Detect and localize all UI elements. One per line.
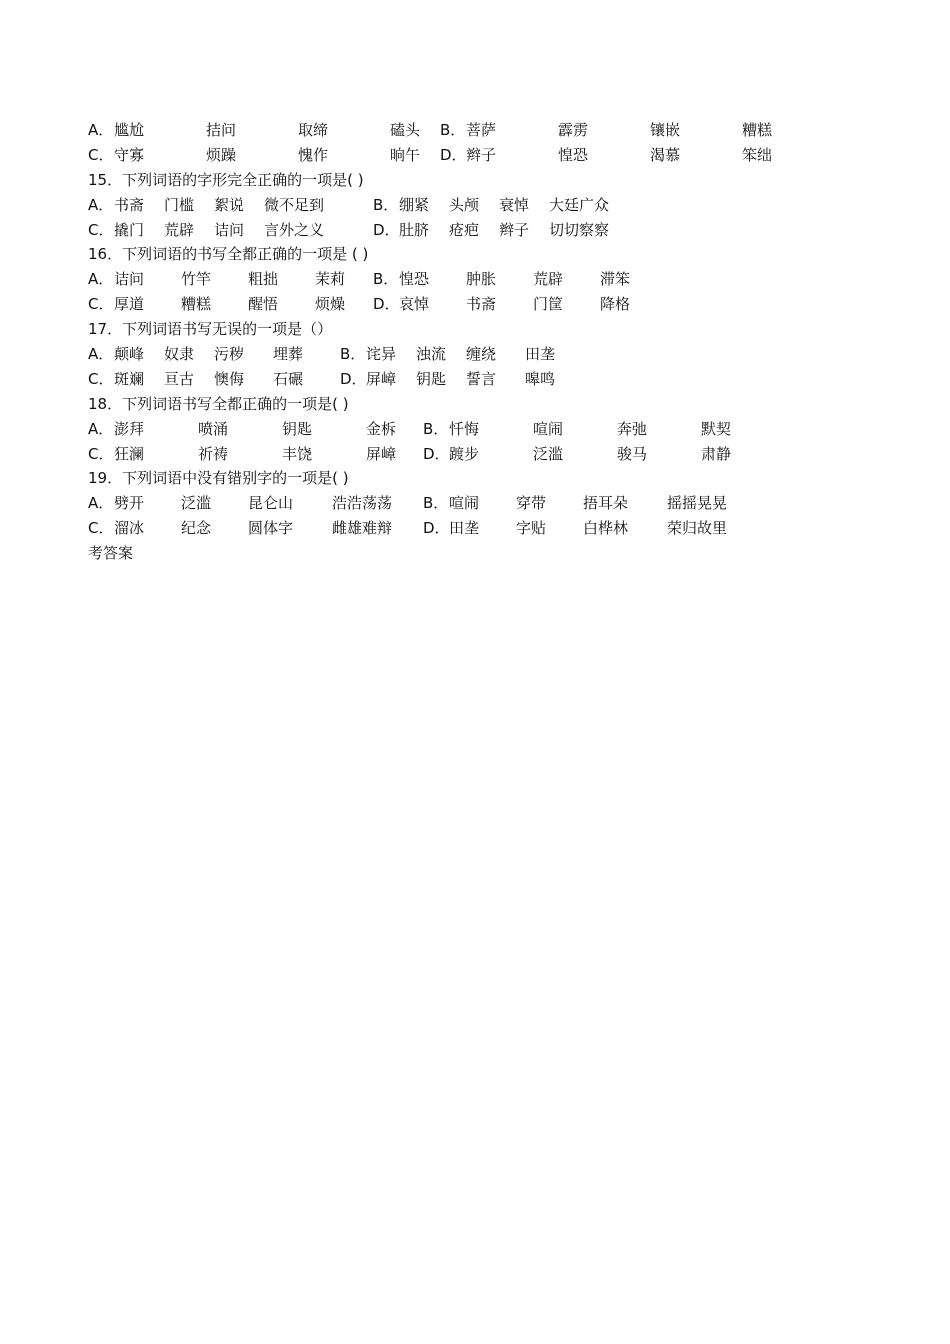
- option-row: [88, 193, 888, 218]
- option-row: [88, 143, 888, 168]
- option-word: 衰悼: [499, 195, 530, 214]
- option-label: A．: [88, 270, 114, 289]
- option-word: 纪念: [181, 519, 212, 538]
- option-word: 荒辟: [164, 220, 195, 239]
- option-label: C．: [88, 220, 114, 239]
- option-word: 荒辟: [533, 270, 564, 289]
- option-word: 厚道: [114, 295, 145, 314]
- option-word: 辫子: [499, 220, 530, 239]
- option-row: [88, 267, 888, 292]
- option-word: 镶嵌: [650, 121, 681, 139]
- option-row: [88, 491, 888, 516]
- option-word: 斑斓: [114, 369, 145, 388]
- option-word: 竹竿: [181, 270, 212, 289]
- option-row: [88, 118, 888, 143]
- question-stem: [88, 168, 888, 193]
- option-label: A．: [88, 419, 114, 438]
- option-word: 降格: [600, 295, 631, 314]
- option-row: [88, 218, 888, 243]
- option-label: C．: [88, 295, 114, 314]
- question-stem: [88, 392, 888, 417]
- option-word: 诘问: [114, 270, 145, 289]
- option-word: 惶恐: [399, 270, 430, 289]
- option-word: 摇摇晃晃: [667, 494, 728, 513]
- option-label: C．: [88, 444, 114, 463]
- option-row: [88, 342, 888, 367]
- option-word: 肚脐: [399, 220, 430, 239]
- footer-line: [88, 541, 888, 566]
- option-word: 糟糕: [181, 295, 212, 314]
- option-word: 渴慕: [650, 145, 681, 164]
- option-word: 字贴: [516, 519, 547, 538]
- option-word: 尴尬: [114, 121, 145, 139]
- option-word: 嗥鸣: [525, 369, 556, 388]
- option-row: [88, 442, 888, 467]
- option-label: B．: [340, 345, 366, 364]
- option-word: 屏嶂: [366, 444, 397, 463]
- option-word: 言外之义: [264, 220, 325, 239]
- question-text: 18．下列词语书写全都正确的一项是( ): [88, 394, 349, 413]
- option-word: 絮说: [214, 195, 245, 214]
- option-word: 泛滥: [181, 494, 212, 513]
- option-word: 绷紧: [399, 195, 430, 214]
- option-word: 菩萨: [466, 121, 497, 139]
- option-word: 污秽: [214, 345, 245, 364]
- option-word: 门槛: [164, 195, 195, 214]
- option-word: 亘古: [164, 369, 195, 388]
- option-word: 喧闹: [449, 494, 480, 513]
- option-label: A．: [88, 195, 114, 214]
- question-stem: [88, 466, 888, 491]
- question-text: 17．下列词语书写无误的一项是（）: [88, 320, 333, 339]
- option-word: 取缔: [298, 121, 329, 139]
- option-word: 穿带: [516, 494, 547, 513]
- option-word: 金柝: [366, 419, 397, 438]
- option-word: 钥匙: [416, 369, 447, 388]
- option-word: 石碾: [273, 369, 304, 388]
- option-row: [88, 367, 888, 392]
- worksheet: [88, 118, 888, 566]
- option-word: 切切察察: [549, 220, 610, 239]
- option-label: A．: [88, 121, 114, 139]
- option-word: 默契: [701, 419, 732, 438]
- option-word: 祈祷: [198, 444, 229, 463]
- option-word: 醒悟: [248, 295, 279, 314]
- option-row: [88, 417, 888, 442]
- option-label: D．: [423, 444, 450, 463]
- option-word: 骏马: [617, 444, 648, 463]
- option-word: 书斋: [114, 195, 145, 214]
- option-label: B．: [440, 121, 466, 139]
- option-word: 雌雄难辩: [332, 519, 393, 538]
- option-word: 泛滥: [533, 444, 564, 463]
- answer-key-heading: 考答案: [88, 544, 134, 563]
- option-word: 愧作: [298, 145, 329, 164]
- option-word: 喧闹: [533, 419, 564, 438]
- option-label: D．: [373, 220, 400, 239]
- option-label: D．: [340, 369, 367, 388]
- option-word: 白桦林: [583, 519, 629, 538]
- option-word: 糟糕: [742, 121, 773, 139]
- option-row: [88, 516, 888, 541]
- option-word: 捂耳朵: [583, 494, 629, 513]
- option-word: 屏嶂: [366, 369, 397, 388]
- option-word: 田垄: [525, 345, 556, 364]
- option-word: 喷涌: [198, 419, 229, 438]
- option-word: 笨绌: [742, 145, 773, 164]
- option-label: B．: [423, 494, 449, 513]
- option-word: 大廷广众: [549, 195, 610, 214]
- question-stem: [88, 317, 888, 342]
- option-word: 颠峰: [114, 345, 145, 364]
- option-word: 浩浩荡荡: [332, 494, 393, 513]
- option-word: 疮疤: [449, 220, 480, 239]
- option-row: [88, 292, 888, 317]
- question-text: 15．下列词语的字形完全正确的一项是( ): [88, 170, 364, 189]
- option-word: 滞笨: [600, 270, 631, 289]
- option-word: 踱步: [449, 444, 480, 463]
- option-word: 圆体字: [248, 519, 294, 538]
- option-word: 辫子: [466, 145, 497, 164]
- option-word: 霹雳: [558, 121, 589, 139]
- option-label: D．: [423, 519, 450, 538]
- option-word: 粗拙: [248, 270, 279, 289]
- option-word: 溜冰: [114, 519, 145, 538]
- option-word: 钥匙: [282, 419, 313, 438]
- option-word: 奔弛: [617, 419, 648, 438]
- option-word: 肿胀: [466, 270, 497, 289]
- option-word: 肃静: [701, 444, 732, 463]
- option-word: 誓言: [466, 369, 497, 388]
- option-word: 劈开: [114, 494, 145, 513]
- option-word: 晌午: [390, 145, 421, 164]
- option-word: 奴隶: [164, 345, 195, 364]
- option-label: B．: [373, 270, 399, 289]
- option-word: 头颅: [449, 195, 480, 214]
- option-word: 忏悔: [449, 419, 480, 438]
- option-word: 烦燥: [315, 295, 346, 314]
- option-word: 磕头: [390, 121, 421, 139]
- option-word: 荣归故里: [667, 519, 728, 538]
- option-word: 澎拜: [114, 419, 145, 438]
- option-word: 守寡: [114, 145, 145, 164]
- option-label: D．: [373, 295, 400, 314]
- option-word: 田垄: [449, 519, 480, 538]
- option-label: C．: [88, 145, 114, 164]
- option-label: C．: [88, 519, 114, 538]
- option-word: 惶恐: [558, 145, 589, 164]
- option-label: B．: [373, 195, 399, 214]
- option-word: 浊流: [416, 345, 447, 364]
- option-label: A．: [88, 494, 114, 513]
- option-word: 狂澜: [114, 444, 145, 463]
- option-word: 诧异: [366, 345, 397, 364]
- option-word: 丰饶: [282, 444, 313, 463]
- option-word: 书斋: [466, 295, 497, 314]
- option-label: D．: [440, 145, 467, 164]
- option-word: 诘问: [214, 220, 245, 239]
- option-word: 懊侮: [214, 369, 245, 388]
- option-word: 门筐: [533, 295, 564, 314]
- option-label: B．: [423, 419, 449, 438]
- option-label: C．: [88, 369, 114, 388]
- question-text: 16．下列词语的书写全都正确的一项是 ( ): [88, 245, 369, 264]
- option-word: 撬门: [114, 220, 145, 239]
- question-stem: [88, 242, 888, 267]
- option-word: 哀悼: [399, 295, 430, 314]
- option-label: A．: [88, 345, 114, 364]
- option-word: 昆仑山: [248, 494, 294, 513]
- option-word: 微不足到: [264, 195, 325, 214]
- option-word: 缠绕: [466, 345, 497, 364]
- option-word: 烦躁: [206, 145, 237, 164]
- option-word: 拮问: [206, 121, 237, 139]
- option-word: 埋葬: [273, 345, 304, 364]
- question-text: 19．下列词语中没有错别字的一项是( ): [88, 469, 349, 488]
- option-word: 茉莉: [315, 270, 346, 289]
